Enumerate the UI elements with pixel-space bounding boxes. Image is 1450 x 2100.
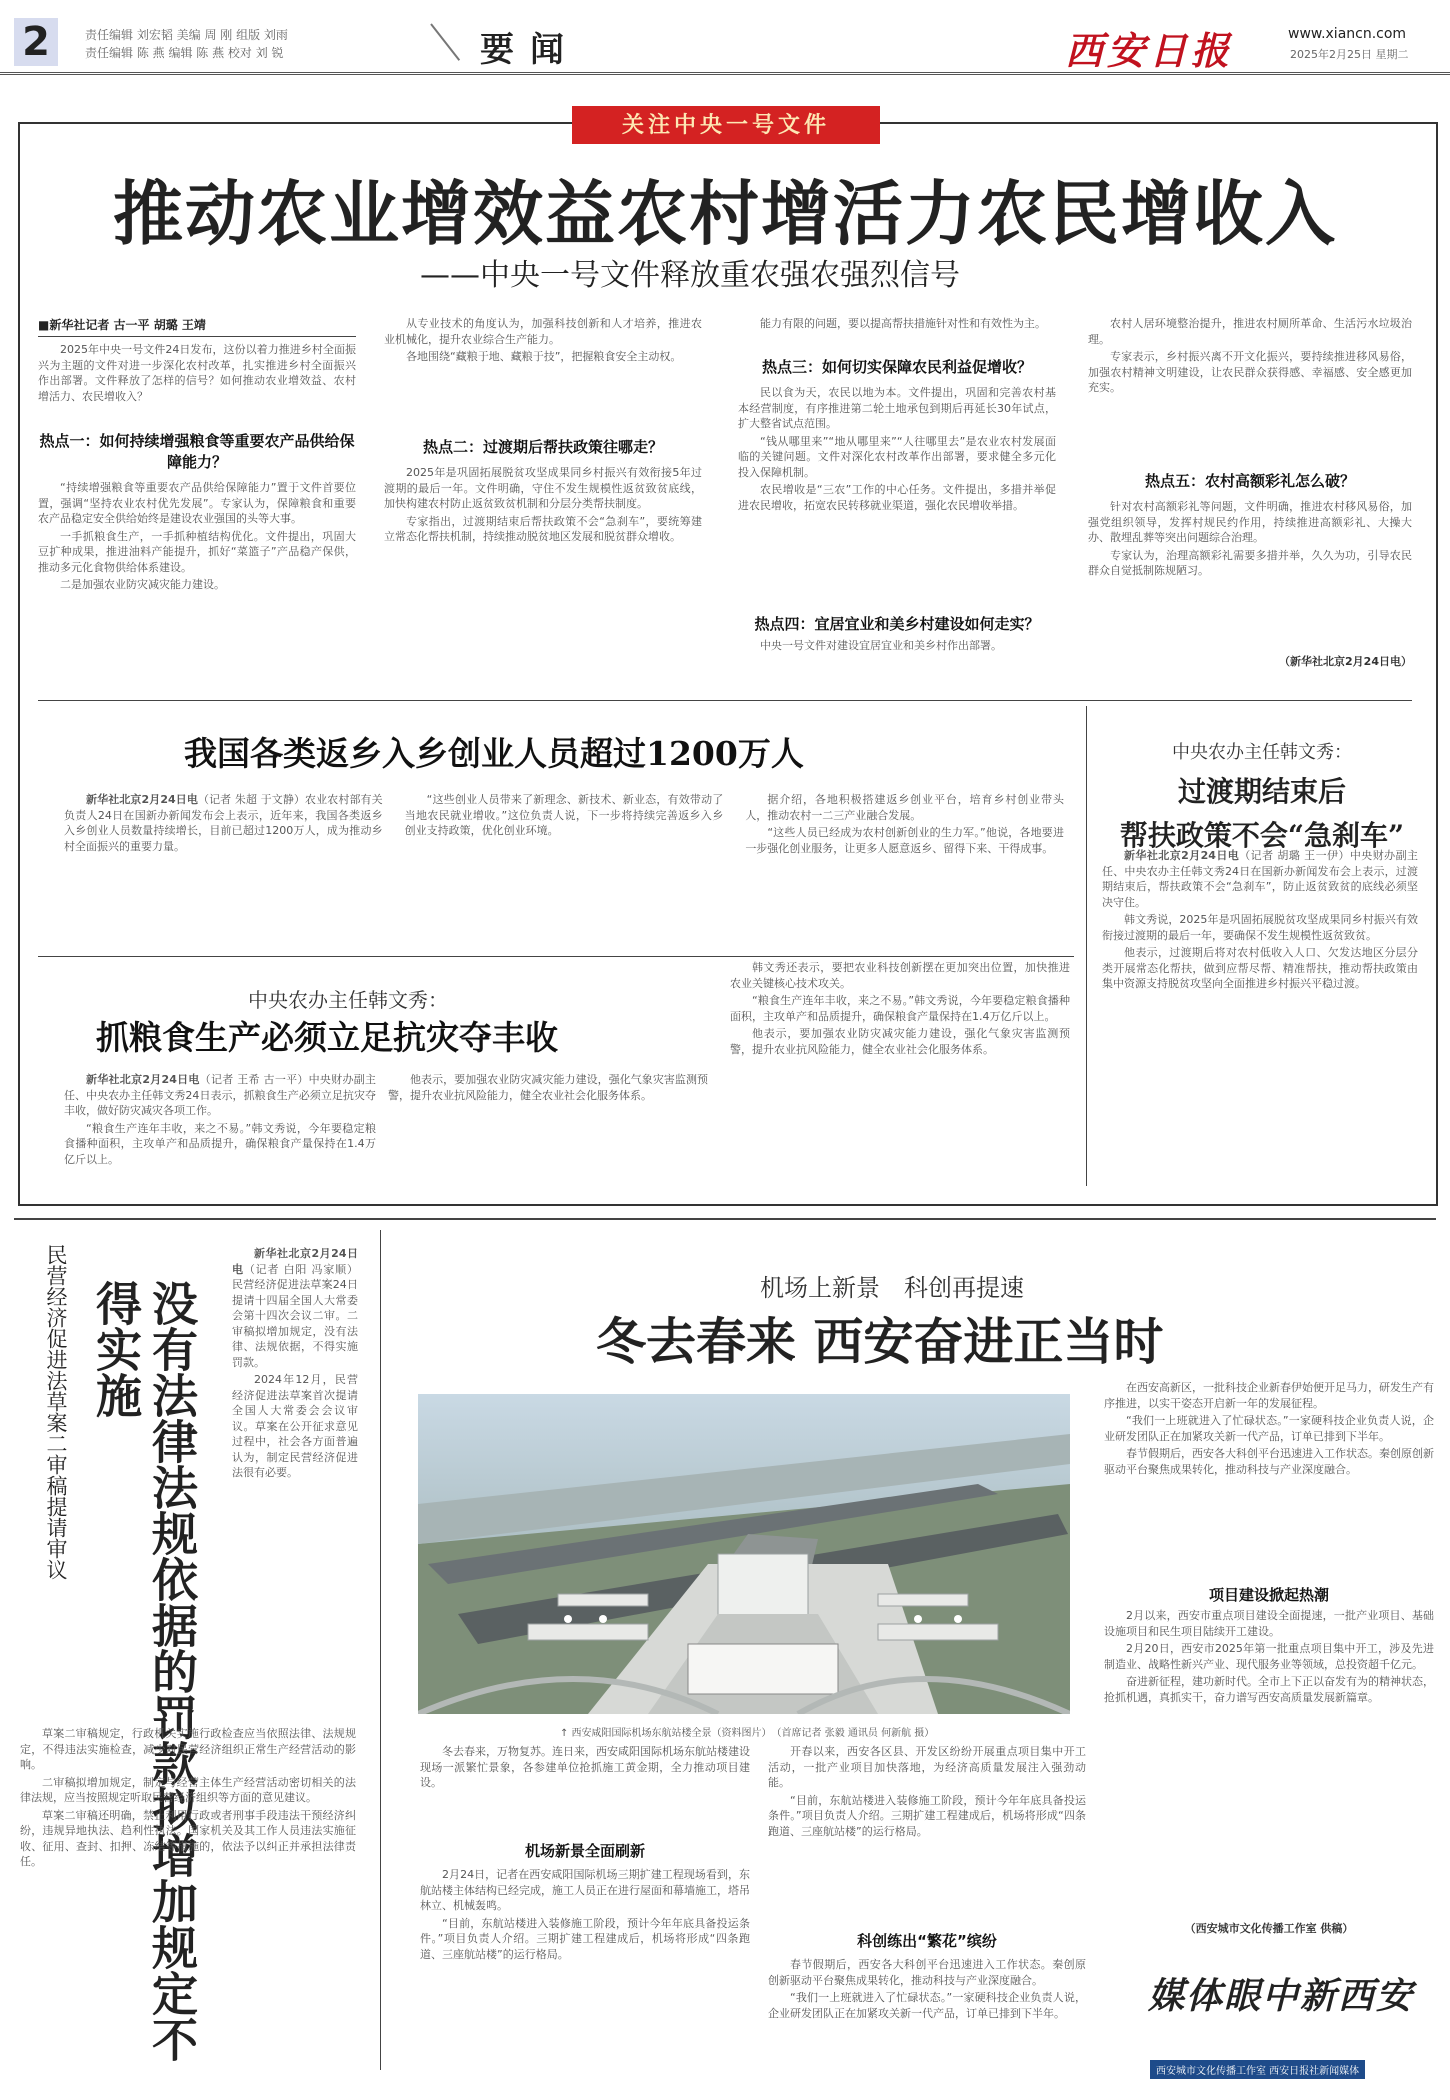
section-title: 要闻 [480,30,580,70]
sub-headline: ——中央一号文件释放重农强农强烈信号 [420,258,960,293]
side-column-divider [1086,706,1087,1186]
hotspot-2-body: 2025年是巩固拓展脱贫攻坚成果同乡村振兴有效衔接5年过渡期的最后一年。文件明确，守住不发生规模性返贫致贫底线，加快构建农村防止返贫致贫机制和分层分类帮扶制度。 专家指出，过渡期结束后帮扶政策不会“急刹车”，要统筹建立常态化帮扶机制，持续推动脱贫地区发展和脱贫群众增收。 [384,466,702,543]
no-brakes-headline-line-2: 帮扶政策不会“急刹车” [1119,819,1405,852]
main-headline: 推动农业增效益农村增活力农民增收入 [113,172,1337,255]
byline-rule [38,336,356,337]
airport-aerial-photo [418,1394,1070,1714]
hotspot-2-heading: 热点二：过渡期后帮扶政策往哪走？ [422,438,663,456]
law-body-column-1: 新华社北京2月24日电（记者 白阳 冯家顺）民营经济促进法草案24日提请十四届全国人大常委会第十四次会议二审。二审稿拟增加规定，没有法律、法规依据，不得实施罚款。 2024年12月，民营经济促进法草案首次提请全国人大常委会会议审议。草案在公开征求意见过程中，社会各方面普遍认为，制定民营经济促进法很有必要。 [232,1247,358,1479]
returnees-dateline: 新华社北京2月24日电 [86,793,198,806]
law-headline: 没有法律法规依据的罚款拟增加规定不得实施 [89,1280,199,2062]
editor-credits-1: 责任编辑 刘宏韬 美编 周 刚 组版 刘雨 [85,28,288,42]
returnees-headline: 我国各类返乡入乡创业人员超过1200万人 [184,734,804,773]
airport-subhead-1: 机场新景全面刷新 [524,1842,645,1860]
city-column-logo-subtitle: 西安城市文化传播工作室 西安日报社新闻媒体 [1150,2060,1365,2079]
law-body-column-2: 草案二审稿规定，行政机关实施行政检查应当依照法律、法规规定，不得违法实施检查，减少对民营经济组织正常生产经营活动的影响。 二审稿拟增加规定，制定与经营主体生产经营活动密切相关的法律法规，应当按照规定听取民营经济组织等方面的意见建议。 草案二审稿还明确，禁止利用行政或者刑事手段违法干预经济纠纷，违规异地执法、趋利性执法。国家机关及其工作人员违法实施征收、征用、查封、扣押、冻结等措施的，依法予以纠正并承担法律责任。 [20,1727,356,1868]
feature-column-2: 从专业技术的角度认为，加强科技创新和人才培养，推进农业机械化，提升农业综合生产能力。 各地围绕“藏粮于地、藏粮于技”，把握粮食安全主动权。 热点二：过渡期后帮扶政策往哪走？ 2025年是巩固拓展脱贫攻坚成果同乡村振兴有效衔接5年过渡期的最后一年。文件明确，守住不发生规模性返贫致贫底线，加快构建农村防止返贫致贫机制和分层分类帮扶制度。 专家指出，过渡期结束后帮扶政策不会“急刹车”，要统筹建立常态化帮扶机制，持续推动脱贫地区发展和脱贫群众增收。 [384,316,702,690]
feature-column-3: 能力有限的问题，要以提高帮扶措施针对性和有效性为主。 热点三：如何切实保障农民利益促增收？ 民以食为天，农民以地为本。文件提出，巩固和完善农村基本经营制度，有序推进第二轮土地承包到期后再延长30年试点，扩大整省试点范围。 “钱从哪里来”“地从哪里来”“人往哪里去”是农业农村发展面临的关键问题。文件对深化农村改革作出部署，要求健全多元化投入保障机制。 农民增收是“三农”工作的中心任务。文件提出，多措并举促进农民增收，拓宽农民转移就业渠道，强化农民增收举措。 热点四：宜居宜业和美乡村建设如何走实？ 中央一号文件对建设宜居宜业和美乡村作出部署。 [738,317,1056,652]
grain-headline: 抓粮食生产必须立足抗灾夺丰收 [96,1018,558,1057]
hotspot-5-body: 针对农村高额彩礼等问题，文件明确，推进农村移风易俗，加强党组织领导，发挥村规民约作用，持续推进高额彩礼、大操大办、散埋乱葬等突出问题综合治理。 专家认为，治理高额彩礼需要多措并举，久久为功，引导农民群众自觉抵制陈规陋习。 [1088,500,1412,577]
editor-credits-2: 责任编辑 陈 燕 编辑 陈 燕 校对 刘 锐 [85,46,284,60]
newspaper-logo: 西安日报 [1065,28,1234,73]
feature-column-4: 农村人居环境整治提升，推进农村厕所革命、生活污水垃圾治理。 专家表示，乡村振兴离不开文化振兴，要持续推进移风易俗，加强农村精神文明建设，让农民群众获得感、幸福感、安全感更加充实。 热点五：农村高额彩礼怎么破？ 针对农村高额彩礼等问题，文件明确，推进农村移风易俗，加强党组织领导，发挥村规民约作用，持续推进高额彩礼、大操大办、散埋乱葬等突出问题综合治理。 专家认为，治理高额彩礼需要多措并举，久久为功，引导农民群众自觉抵制陈规陋习。 （新华社北京2月24日电） [1088,317,1412,668]
airport-subhead-3: 项目建设掀起热潮 [1208,1586,1329,1604]
airport-headline: 冬去春来 西安奋进正当时 [596,1312,1164,1371]
airport-body-column-4: 2月以来，西安市重点项目建设全面提速，一批产业项目、基础设施项目和民生项目陆续开工建设。 2月20日，西安市2025年第一批重点项目集中开工，涉及先进制造业、战略性新兴产业、现代服务业等领域，总投资超千亿元。 奋进新征程，建功新时代。全市上下正以奋发有为的精神状态，抢抓机遇，真抓实干，奋力谱写西安高质量发展新篇章。 （西安城市文化传播工作室 供稿） [1104,1609,1434,1935]
airport-body-column-3: 在西安高新区，一批科技企业新春伊始便开足马力，研发生产有序推进，以实干姿态开启新一年的发展征程。 “我们一上班就进入了忙碌状态。”一家硬科技企业负责人说，企业研发团队正在加紧攻关新一代产品，订单已排到下半年。 春节假期后，西安各大科创平台迅速进入工作状态。秦创原创新驱动平台聚焦成果转化，推动科技与产业深度融合。 [1104,1381,1434,1476]
intro-paragraph: 2025年中央一号文件24日发布，这份以着力推进乡村全面振兴为主题的文件对进一步深化农村改革，扎实推进乡村全面振兴作出部署。文件释放了怎样的信号？如何推动农业增效益、农村增活力、农民增收入？ [38,343,356,403]
airport-body-column-2: 开春以来，西安各区县、开发区纷纷开展重点项目集中开工活动，一批产业项目加快落地，为经济高质量发展注入强劲动能。 “目前，东航站楼进入装修施工阶段，预计今年年底具备投运条件。”项目负责人介绍。三期扩建工程建成后，机场将形成“四条跑道、三座航站楼”的运行格局。 科创练出“繁花”缤纷 春节假期后，西安各大科创平台迅速进入工作状态。秦创原创新驱动平台聚焦成果转化，推动科技与产业深度融合。 “我们一上班就进入了忙碌状态。”一家硬科技企业负责人说，企业研发团队正在加紧攻关新一代产品，订单已排到下半年。 [768,1745,1086,2020]
airport-body-column-1: 冬去春来，万物复苏。连日来，西安咸阳国际机场东航站楼建设现场一派繁忙景象，各参建单位抢抓施工黄金期，全力推动项目建设。 机场新景全面刷新 2月24日，记者在西安咸阳国际机场三期扩建工程现场看到，东航站楼主体结构已经完成，施工人员正在进行屋面和幕墙施工，塔吊林立、机械轰鸣。 “目前，东航站楼进入装修施工阶段，预计今年年底具备投运条件。”项目负责人介绍。三期扩建工程建成后，机场将形成“四条跑道、三座航站楼”的运行格局。 [420,1745,750,1961]
hotspot-3-heading: 热点三：如何切实保障农民利益促增收？ [761,358,1032,376]
airport-credit: （西安城市文化传播工作室 供稿） [1184,1922,1354,1935]
page-number: 2 [14,18,58,66]
grain-body-2: 他表示，要加强农业防灾减灾能力建设，强化气象灾害监测预警，提升农业抗风险能力，健全农业社会化服务体系。 [388,1073,708,1102]
grain-kicker: 中央农办主任韩文秀： [248,988,448,1012]
news-credit: （新华社北京2月24日电） [1279,655,1412,668]
section-divider [14,1218,1436,1220]
byline: ■新华社记者 古一平 胡璐 王靖 [38,318,206,332]
hotspot-5-heading: 热点五：农村高额彩礼怎么破？ [1144,472,1355,490]
no-brakes-headline-line-1: 过渡期结束后 [1177,775,1346,808]
topic-banner: 关注中央一号文件 [572,106,880,144]
law-kicker: 民营经济促进法草案二审稿提请审议 [44,1244,68,1580]
hotspot-1-body: “持续增强粮食等重要农产品供给保障能力”置于文件首要位置，强调“坚持农业农村优先发展”。专家认为，保障粮食和重要农产品稳定安全供给始终是建设农业强国的头等大事。 一手抓粮食生产，一手抓种植结构优化。文件提出，巩固大豆扩种成果，推进油料产能提升，抓好“菜篮子”产品稳产保供，推动多元化食物供给体系建设。 二是加强农业防灾减灾能力建设。 [38,481,356,591]
city-column-logo: 媒体眼中新西安 [1148,1975,1415,2017]
returnees-divider [38,956,1074,957]
no-brakes-heading [1102,738,1422,854]
hotspot-1-heading: 热点一：如何持续增强粮食等重要农产品供给保障能力？ [39,432,355,471]
hotspot-3-body: 民以食为天，农民以地为本。文件提出，巩固和完善农村基本经营制度，有序推进第二轮土地承包到期后再延长30年试点，扩大整省试点范围。 “钱从哪里来”“地从哪里来”“人往哪里去”是农业农村发展面临的关键问题。文件对深化农村改革作出部署，要求健全多元化投入保障机制。 农民增收是“三农”工作的中心任务。文件提出，多措并举促进农民增收，拓宽农民转移就业渠道，强化农民增收举措。 [738,386,1056,512]
no-brakes-kicker: 中央农办主任韩文秀： [1172,742,1352,763]
law-dateline: 新华社北京2月24日电 [232,1247,358,1276]
airport-kicker: 机场上新景 科创再提速 [760,1274,1024,1302]
website-url[interactable]: www.xiancn.com [1288,26,1407,42]
photo-caption: ↑ 西安咸阳国际机场东航站楼全景（资料图片） （首席记者 张毅 通讯员 何新航 摄） [560,1728,935,1739]
returnees-body: 新华社北京2月24日电（记者 朱超 于文静）农业农村部有关负责人24日在国新办新闻发布会上表示，近年来，我国各类返乡入乡创业人员数量持续增长，目前已超过1200万人，成为推动乡村全面振兴的重要力量。 “这些创业人员带来了新理念、新技术、新业态，有效带动了当地农民就业增收。”这位负责人说，下一步将持续完善返乡入乡创业支持政策，优化创业环境。 据介绍，各地积极搭建返乡创业平台，培育乡村创业带头人，推动农村一二三产业融合发展。 “这些人员已经成为农村创新创业的生力军。”他说，各地要进一步强化创业服务，让更多人愿意返乡、留得下来、干得成事。 [64,793,1064,855]
airport-illustration [418,1394,1070,1714]
feature-divider [38,700,1412,701]
grain-body-1: 新华社北京2月24日电（记者 王希 古一平）中央财办副主任、中央农办主任韩文秀24日表示，抓粮食生产必须立足抗灾夺丰收，做好防灾减灾各项工作。 “粮食生产连年丰收，来之不易。”韩文秀说，今年要稳定粮食播种面积，主攻单产和品质提升，确保粮食产量保持在1.4万亿斤以上。 [64,1073,376,1166]
issue-date: 2025年2月25日 星期二 [1290,48,1409,61]
no-brakes-dateline: 新华社北京2月24日电 [1124,849,1240,862]
grain-body-3: 韩文秀还表示，要把农业科技创新摆在更加突出位置，加快推进农业关键核心技术攻关。 “粮食生产连年丰收，来之不易。”韩文秀说，今年要稳定粮食播种面积，主攻单产和品质提升，确保粮食产量保持在1.4万亿斤以上。 他表示，要加强农业防灾减灾能力建设，强化气象灾害监测预警，提升农业抗风险能力，健全农业社会化服务体系。 [730,961,1070,1056]
feature-column-1 [38,316,356,690]
grain-dateline: 新华社北京2月24日电 [86,1073,200,1086]
airport-subhead-2: 科创练出“繁花”缤纷 [857,1932,997,1950]
law-airport-divider [380,1230,381,2070]
hotspot-4-heading: 热点四：宜居宜业和美乡村建设如何走实？ [754,615,1040,633]
no-brakes-body: 新华社北京2月24日电（记者 胡璐 王一伊）中央财办副主任、中央农办主任韩文秀24日在国新办新闻发布会上表示，过渡期结束后，帮扶政策不会“急刹车”，防止返贫致贫的底线必须坚决守住。 韩文秀说，2025年是巩固拓展脱贫攻坚成果同乡村振兴有效衔接过渡期的最后一年，要确保不发生规模性返贫致贫。 他表示，过渡期后将对农村低收入人口、欠发达地区分层分类开展常态化帮扶，做到应帮尽帮、精准帮扶，推动帮扶政策由集中资源支持脱贫攻坚向全面推进乡村振兴平稳过渡。 [1102,849,1418,990]
